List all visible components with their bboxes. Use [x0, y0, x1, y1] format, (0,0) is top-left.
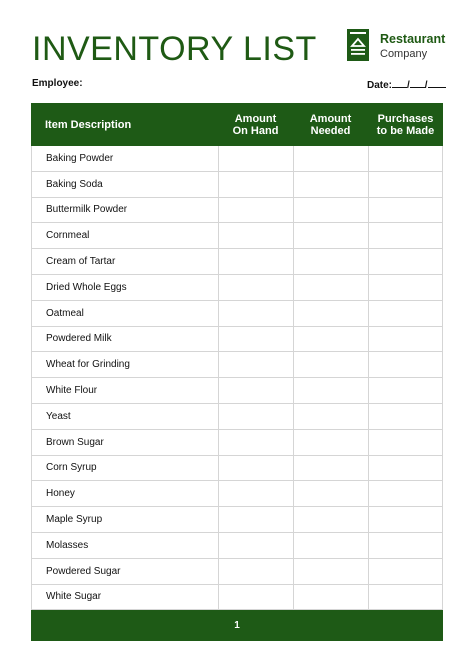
table-row [31, 275, 443, 301]
purchases-cell[interactable] [368, 327, 443, 352]
header-line: Needed [310, 124, 351, 137]
date-separator: / [424, 80, 428, 91]
purchases-cell[interactable] [368, 172, 443, 197]
amount-on-hand-cell[interactable] [218, 533, 293, 558]
item-description-cell: White Flour [31, 378, 218, 403]
purchases-cell[interactable] [368, 352, 443, 377]
amount-on-hand-cell[interactable] [218, 301, 293, 326]
table-row [31, 507, 443, 533]
amount-needed-cell[interactable] [293, 301, 368, 326]
amount-needed-cell[interactable] [293, 223, 368, 248]
amount-on-hand-cell[interactable] [218, 430, 293, 455]
purchases-cell[interactable] [368, 249, 443, 274]
amount-needed-cell[interactable] [293, 198, 368, 223]
item-description-cell: Brown Sugar [31, 430, 218, 455]
purchases-cell[interactable] [368, 275, 443, 300]
amount-needed-cell[interactable] [293, 172, 368, 197]
header-line: Purchases [377, 112, 434, 125]
amount-needed-cell[interactable] [293, 533, 368, 558]
table-row [31, 146, 443, 172]
amount-on-hand-cell[interactable] [218, 481, 293, 506]
column-header-item-description: Item Description [45, 118, 132, 131]
inventory-table [31, 103, 443, 610]
purchases-cell[interactable] [368, 456, 443, 481]
table-row [31, 481, 443, 507]
column-header-amount-needed [293, 113, 368, 137]
item-description-cell: Oatmeal [31, 301, 218, 326]
date-field[interactable] [367, 78, 446, 91]
purchases-cell[interactable] [368, 507, 443, 532]
item-description-cell: Honey [31, 481, 218, 506]
header-line: to be Made [376, 124, 435, 137]
item-description-cell: Powdered Milk [31, 327, 218, 352]
table-row [31, 327, 443, 353]
purchases-cell[interactable] [368, 223, 443, 248]
amount-needed-cell[interactable] [293, 249, 368, 274]
purchases-cell[interactable] [368, 481, 443, 506]
date-day-blank[interactable] [410, 78, 425, 88]
amount-needed-cell[interactable] [293, 456, 368, 481]
purchases-cell[interactable] [368, 559, 443, 584]
table-row [31, 249, 443, 275]
item-description-cell: Molasses [31, 533, 218, 558]
purchases-cell[interactable] [368, 585, 443, 610]
item-description-cell: Corn Syrup [31, 456, 218, 481]
amount-on-hand-cell[interactable] [218, 249, 293, 274]
amount-needed-cell[interactable] [293, 507, 368, 532]
item-description-cell: Wheat for Grinding [31, 352, 218, 377]
purchases-cell[interactable] [368, 378, 443, 403]
table-row [31, 456, 443, 482]
amount-on-hand-cell[interactable] [218, 146, 293, 171]
table-row [31, 404, 443, 430]
company-subtitle: Company [380, 48, 428, 60]
amount-on-hand-cell[interactable] [218, 327, 293, 352]
item-description-cell: Baking Powder [31, 146, 218, 171]
page-footer [31, 610, 443, 641]
amount-needed-cell[interactable] [293, 275, 368, 300]
item-description-cell: Yeast [31, 404, 218, 429]
purchases-cell[interactable] [368, 301, 443, 326]
date-month-blank[interactable] [392, 78, 407, 88]
table-row [31, 585, 443, 611]
item-description-cell: Cornmeal [31, 223, 218, 248]
item-description-cell: Maple Syrup [31, 507, 218, 532]
column-header-amount-on-hand [218, 113, 293, 137]
date-separator: / [407, 80, 410, 91]
amount-needed-cell[interactable] [293, 146, 368, 171]
item-description-cell: Dried Whole Eggs [31, 275, 218, 300]
purchases-cell[interactable] [368, 533, 443, 558]
header-line: Amount [234, 112, 277, 125]
item-description-cell: Baking Soda [31, 172, 218, 197]
date-label: Date: [367, 80, 393, 91]
amount-on-hand-cell[interactable] [218, 275, 293, 300]
amount-on-hand-cell[interactable] [218, 404, 293, 429]
amount-on-hand-cell[interactable] [218, 559, 293, 584]
employee-label: Employee: [32, 78, 83, 89]
amount-needed-cell[interactable] [293, 404, 368, 429]
table-row [31, 172, 443, 198]
table-row [31, 352, 443, 378]
amount-needed-cell[interactable] [293, 585, 368, 610]
amount-needed-cell[interactable] [293, 481, 368, 506]
amount-needed-cell[interactable] [293, 559, 368, 584]
page-number: 1 [234, 620, 240, 631]
table-body [31, 146, 443, 610]
amount-on-hand-cell[interactable] [218, 507, 293, 532]
header-line: On Hand [232, 124, 279, 137]
item-description-cell: Buttermilk Powder [31, 198, 218, 223]
table-header [31, 103, 443, 146]
table-row [31, 198, 443, 224]
amount-on-hand-cell[interactable] [218, 172, 293, 197]
header-line: Amount [309, 112, 352, 125]
amount-on-hand-cell[interactable] [218, 223, 293, 248]
restaurant-logo-icon [347, 29, 369, 61]
amount-on-hand-cell[interactable] [218, 585, 293, 610]
amount-needed-cell[interactable] [293, 378, 368, 403]
amount-needed-cell[interactable] [293, 352, 368, 377]
table-row [31, 223, 443, 249]
amount-on-hand-cell[interactable] [218, 198, 293, 223]
amount-needed-cell[interactable] [293, 327, 368, 352]
item-description-cell: White Sugar [31, 585, 218, 610]
table-row [31, 533, 443, 559]
amount-on-hand-cell[interactable] [218, 352, 293, 377]
item-description-cell: Powdered Sugar [31, 559, 218, 584]
page-title: INVENTORY LIST [32, 30, 317, 68]
company-name: Restaurant [380, 32, 446, 46]
purchases-cell[interactable] [368, 430, 443, 455]
table-row [31, 430, 443, 456]
purchases-cell[interactable] [368, 146, 443, 171]
amount-on-hand-cell[interactable] [218, 378, 293, 403]
purchases-cell[interactable] [368, 198, 443, 223]
amount-on-hand-cell[interactable] [218, 456, 293, 481]
table-row [31, 301, 443, 327]
column-header-purchases [368, 113, 443, 137]
table-row [31, 559, 443, 585]
date-year-blank[interactable] [428, 78, 446, 88]
table-row [31, 378, 443, 404]
item-description-cell: Cream of Tartar [31, 249, 218, 274]
purchases-cell[interactable] [368, 404, 443, 429]
amount-needed-cell[interactable] [293, 430, 368, 455]
